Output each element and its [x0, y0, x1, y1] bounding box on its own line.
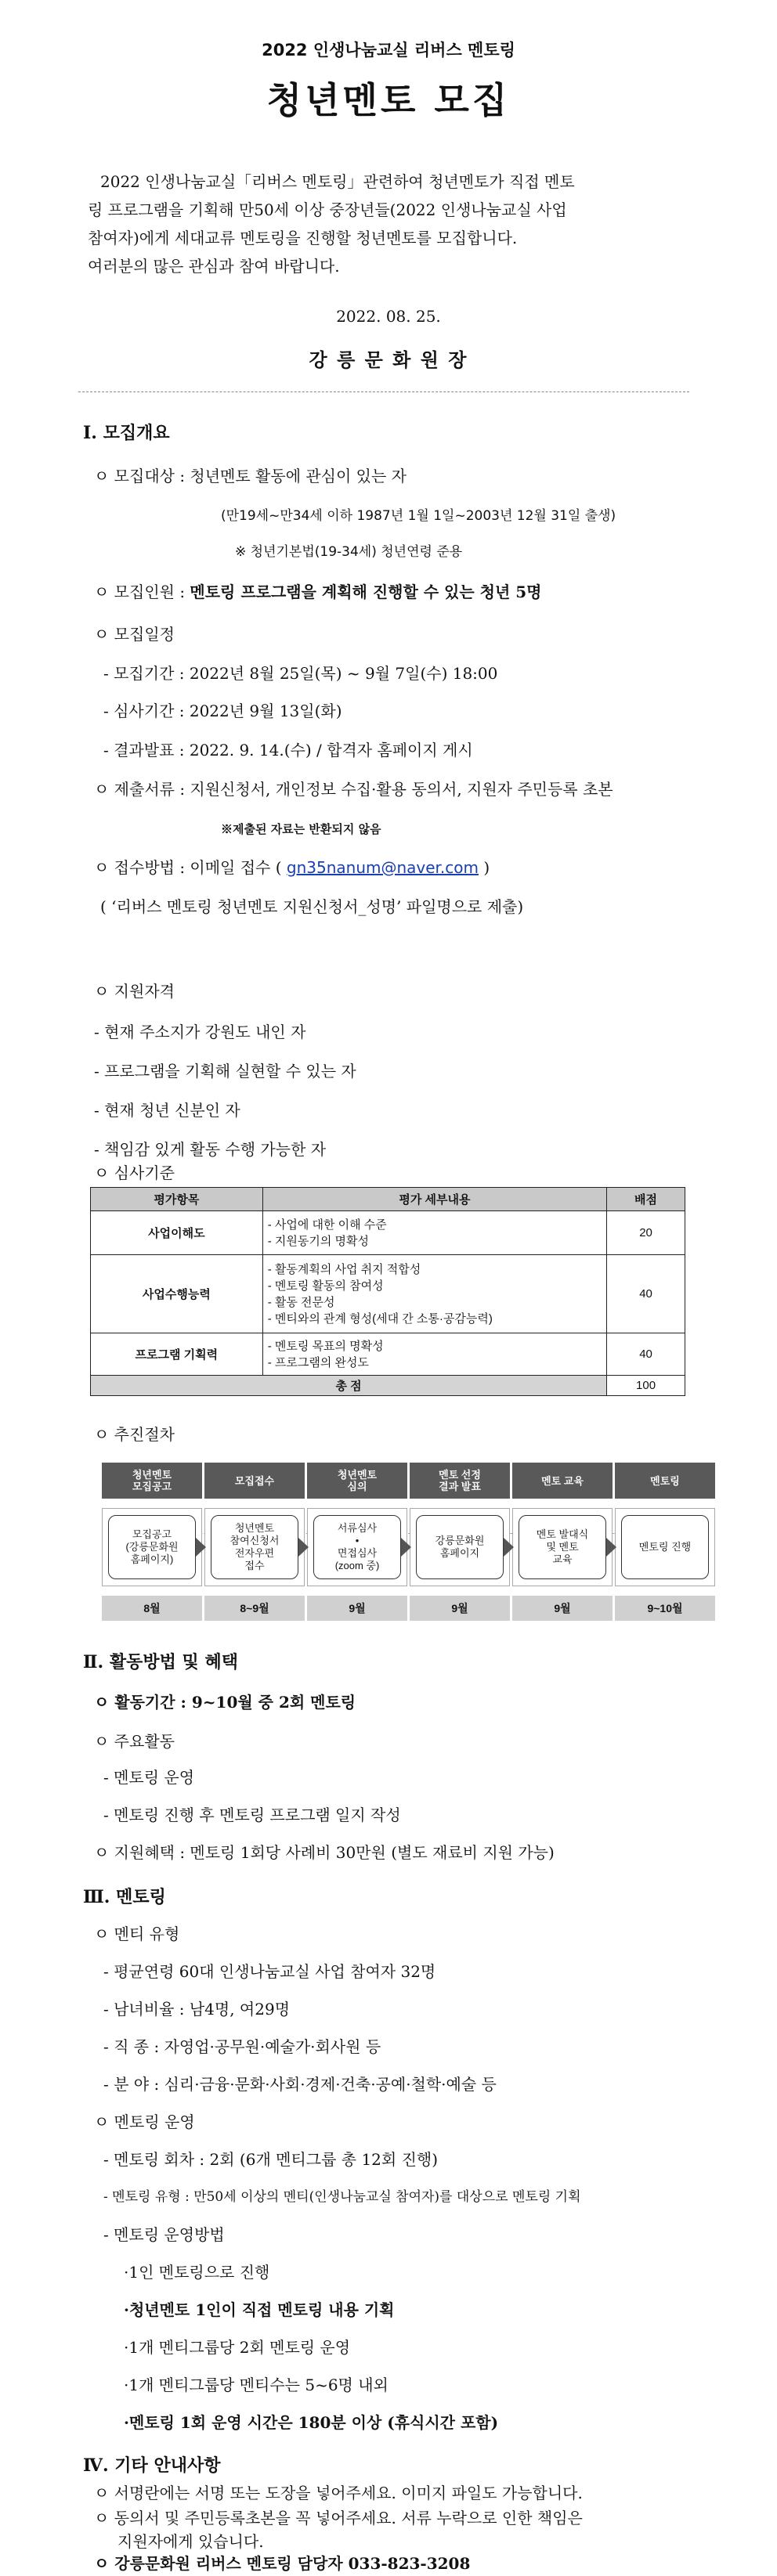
schedule-label: ㅇ 모집일정: [94, 625, 175, 644]
method-item: ·청년멘토 1인이 직접 멘토링 내용 기획: [124, 2300, 395, 2319]
notice-item: ㅇ 서명란에는 서명 또는 도장을 넣어주세요. 이미지 파일도 가능합니다.: [94, 2484, 583, 2502]
mentoring-run-label: ㅇ 멘토링 운영: [94, 2112, 195, 2131]
apply-line: [94, 858, 490, 877]
table-cell-item: 사업수행능력: [91, 1255, 263, 1333]
process-step-3-body: 서류심사 • 면접심사 (zoom 중): [313, 1515, 401, 1579]
schedule-item: - 심사기간 : 2022년 9월 13일(화): [103, 702, 342, 720]
qualification-item: - 현재 주소지가 강원도 내인 자: [94, 1023, 306, 1041]
main-activity-label: ㅇ 주요활동: [94, 1732, 175, 1751]
table-cell-score: 40: [607, 1255, 685, 1333]
target-note: (만19세~만34세 이하 1987년 1월 1일~2003년 12월 31일 출생): [221, 508, 616, 524]
mentoring-run-item: - 멘토링 회차 : 2회 (6개 멘티그룹 총 12회 진행): [103, 2150, 439, 2169]
intro-line-1: 2022 인생나눔교실「리버스 멘토링」관련하여 청년멘토가 직접 멘토: [100, 172, 575, 191]
process-step-2-time: 8~9월: [204, 1596, 305, 1621]
apply-label: ㅇ 접수방법 : 이메일 접수 (: [94, 858, 287, 877]
mentee-type-item: - 평균연령 60대 인생나눔교실 사업 참여자 32명: [103, 1962, 436, 1981]
support-benefit: ㅇ 지원혜택 : 멘토링 1회당 사례비 30만원 (별도 재료비 지원 가능): [94, 1843, 555, 1862]
apply-close: ): [479, 858, 490, 877]
apply-note: ( ‘리버스 멘토링 청년멘토 지원신청서_성명’ 파일명으로 제출): [100, 897, 524, 916]
notice-item: ㅇ 동의서 및 주민등록초본을 꼭 넣어주세요. 서류 누락으로 인한 책임은: [94, 2509, 583, 2527]
apply-email-link[interactable]: gn35nanum@naver.com: [286, 858, 479, 877]
process-step-3-head: 청년멘토 심의: [307, 1463, 407, 1499]
method-item: ·멘토링 1회 운영 시간은 180분 이상 (휴식시간 포함): [124, 2413, 499, 2432]
criteria-label: ㅇ 심사기준: [94, 1164, 175, 1182]
section-1-title: Ⅰ. 모집개요: [83, 423, 170, 443]
method-item: ·1개 멘티그룹당 2회 멘토링 운영: [124, 2338, 351, 2357]
section-3-title: Ⅲ. 멘토링: [83, 1887, 166, 1907]
method-item: ·1인 멘토링으로 진행: [124, 2263, 270, 2282]
table-row: [91, 1255, 685, 1333]
doc-organization: 강 릉 문 화 원 장: [309, 348, 468, 371]
table-header-item: 평가항목: [91, 1188, 263, 1211]
documents-line: ㅇ 제출서류 : 지원신청서, 개인정보 수집·활용 동의서, 지원자 주민등록 초본: [94, 780, 613, 799]
table-row: [91, 1211, 685, 1255]
intro-line-2: 링 프로그램을 기획해 만50세 이상 중장년들(2022 인생나눔교실 사업: [88, 200, 567, 219]
mentee-type-item: - 분 야 : 심리·금융·문화·사회·경제·건축·공예·철학·예술 등: [103, 2075, 497, 2094]
activity-period: ㅇ 활동기간 : 9~10월 중 2회 멘토링: [94, 1693, 356, 1712]
process-step-4-head: 멘토 선정 결과 발표: [410, 1463, 510, 1499]
recruit-line: [94, 583, 541, 601]
documents-note: ※제출된 자료는 반환되지 않음: [221, 822, 381, 836]
header-divider: [78, 391, 689, 392]
schedule-item: - 모집기간 : 2022년 8월 25일(목) ~ 9월 7일(수) 18:00: [103, 664, 498, 683]
mentee-type-item: - 남녀비율 : 남4명, 여29명: [103, 2000, 291, 2019]
main-activity-item: - 멘토링 운영: [103, 1768, 195, 1787]
table-header-row: [91, 1188, 685, 1211]
mentee-type-item: - 직 종 : 자영업·공무원·예술가·회사원 등: [103, 2037, 381, 2056]
target-line: ㅇ 모집대상 : 청년멘토 활동에 관심이 있는 자: [94, 467, 407, 485]
section-2-title: Ⅱ. 활동방법 및 혜택: [83, 1652, 238, 1672]
doc-title: 청년멘토 모집: [266, 79, 511, 121]
table-cell-details: - 사업에 대한 이해 수준 - 지원동기의 명확성: [262, 1211, 606, 1255]
process-label: ㅇ 추진절차: [94, 1425, 175, 1444]
doc-subtitle: 2022 인생나눔교실 리버스 멘토링: [262, 41, 515, 60]
mentoring-run-item: - 멘토링 운영방법: [103, 2225, 225, 2244]
main-activity-item: - 멘토링 진행 후 멘토링 프로그램 일지 작성: [103, 1806, 401, 1824]
arrow-right-icon: [298, 1538, 309, 1557]
section-4-title: Ⅳ. 기타 안내사항: [83, 2455, 221, 2476]
process-step-3-box: [307, 1508, 407, 1586]
qualification-item: - 현재 청년 신분인 자: [94, 1101, 240, 1120]
schedule-item: - 결과발표 : 2022. 9. 14.(수) / 합격자 홈페이지 게시: [103, 741, 473, 759]
target-reference: ※ 청년기본법(19-34세) 청년연령 준용: [235, 544, 463, 560]
arrow-right-icon: [504, 1538, 514, 1557]
arrow-right-icon: [401, 1538, 411, 1557]
process-step-2-body: 청년멘토 참여신청서 전자우편 접수: [211, 1515, 298, 1579]
table-total-label: 총 점: [91, 1376, 607, 1396]
table-cell-details: - 멘토링 목표의 명확성 - 프로그램의 완성도: [262, 1333, 606, 1376]
process-step-6-time: 9~10월: [615, 1596, 715, 1621]
process-step-6-box: [615, 1508, 715, 1586]
qualification-item: - 프로그램을 기획해 실현할 수 있는 자: [94, 1062, 356, 1081]
arrow-right-icon: [606, 1538, 616, 1557]
process-step-1-time: 8월: [102, 1596, 202, 1621]
table-total-score: 100: [607, 1376, 685, 1396]
process-step-5-body: 멘토 발대식 및 멘토 교육: [519, 1515, 606, 1579]
table-cell-score: 40: [607, 1333, 685, 1376]
qualification-label: ㅇ 지원자격: [94, 982, 175, 1001]
recruit-value: 멘토링 프로그램을 계획해 진행할 수 있는 청년 5명: [190, 583, 542, 601]
mentoring-run-item: - 멘토링 유형 : 만50세 이상의 멘티(인생나눔교실 참여자)를 대상으로 멘토링 기획: [103, 2189, 581, 2205]
process-step-6-body: 멘토링 진행: [621, 1515, 709, 1579]
mentee-type-label: ㅇ 멘티 유형: [94, 1925, 180, 1943]
qualification-item: - 책임감 있게 활동 수행 가능한 자: [94, 1140, 327, 1159]
table-total-row: [91, 1376, 685, 1396]
process-step-4-body: 강릉문화원 홈페이지: [416, 1515, 504, 1579]
table-header-details: 평가 세부내용: [262, 1188, 606, 1211]
doc-date: 2022. 08. 25.: [336, 307, 441, 326]
process-step-5-head: 멘토 교육: [512, 1463, 613, 1499]
process-step-6-head: 멘토링: [615, 1463, 715, 1499]
table-cell-details: - 활동계획의 사업 취지 적합성 - 멘토링 활동의 참여성 - 활동 전문성 - 멘티와의 관계 형성(세대 간 소통·공감능력): [262, 1255, 606, 1333]
process-step-5-box: [512, 1508, 613, 1586]
process-step-2-head: 모집접수: [204, 1463, 305, 1499]
process-step-1-box: [102, 1508, 202, 1586]
table-row: [91, 1333, 685, 1376]
criteria-table: [90, 1187, 685, 1396]
process-step-5-time: 9월: [512, 1596, 613, 1621]
process-step-4-time: 9월: [410, 1596, 510, 1621]
process-step-4-box: [410, 1508, 510, 1586]
intro-line-4: 여러분의 많은 관심과 참여 바랍니다.: [88, 257, 340, 276]
process-step-1-body: 모집공고 (강릉문화원 홈페이지): [108, 1515, 196, 1579]
contact-line: ㅇ 강릉문화원 리버스 멘토링 담당자 033-823-3208: [94, 2554, 471, 2573]
recruit-label: ㅇ 모집인원 :: [94, 583, 190, 601]
process-step-3-time: 9월: [307, 1596, 407, 1621]
notice-item: 지원자에게 있습니다.: [117, 2532, 264, 2551]
arrow-right-icon: [196, 1538, 206, 1557]
intro-line-3: 참여자)에게 세대교류 멘토링을 진행할 청년멘토를 모집합니다.: [88, 229, 518, 247]
table-cell-score: 20: [607, 1211, 685, 1255]
process-step-2-box: [204, 1508, 305, 1586]
table-cell-item: 사업이해도: [91, 1211, 263, 1255]
process-step-1-head: 청년멘토 모집공고: [102, 1463, 202, 1499]
method-item: ·1개 멘티그룹당 멘티수는 5~6명 내외: [124, 2376, 388, 2394]
table-cell-item: 프로그램 기획력: [91, 1333, 263, 1376]
table-header-score: 배점: [607, 1188, 685, 1211]
